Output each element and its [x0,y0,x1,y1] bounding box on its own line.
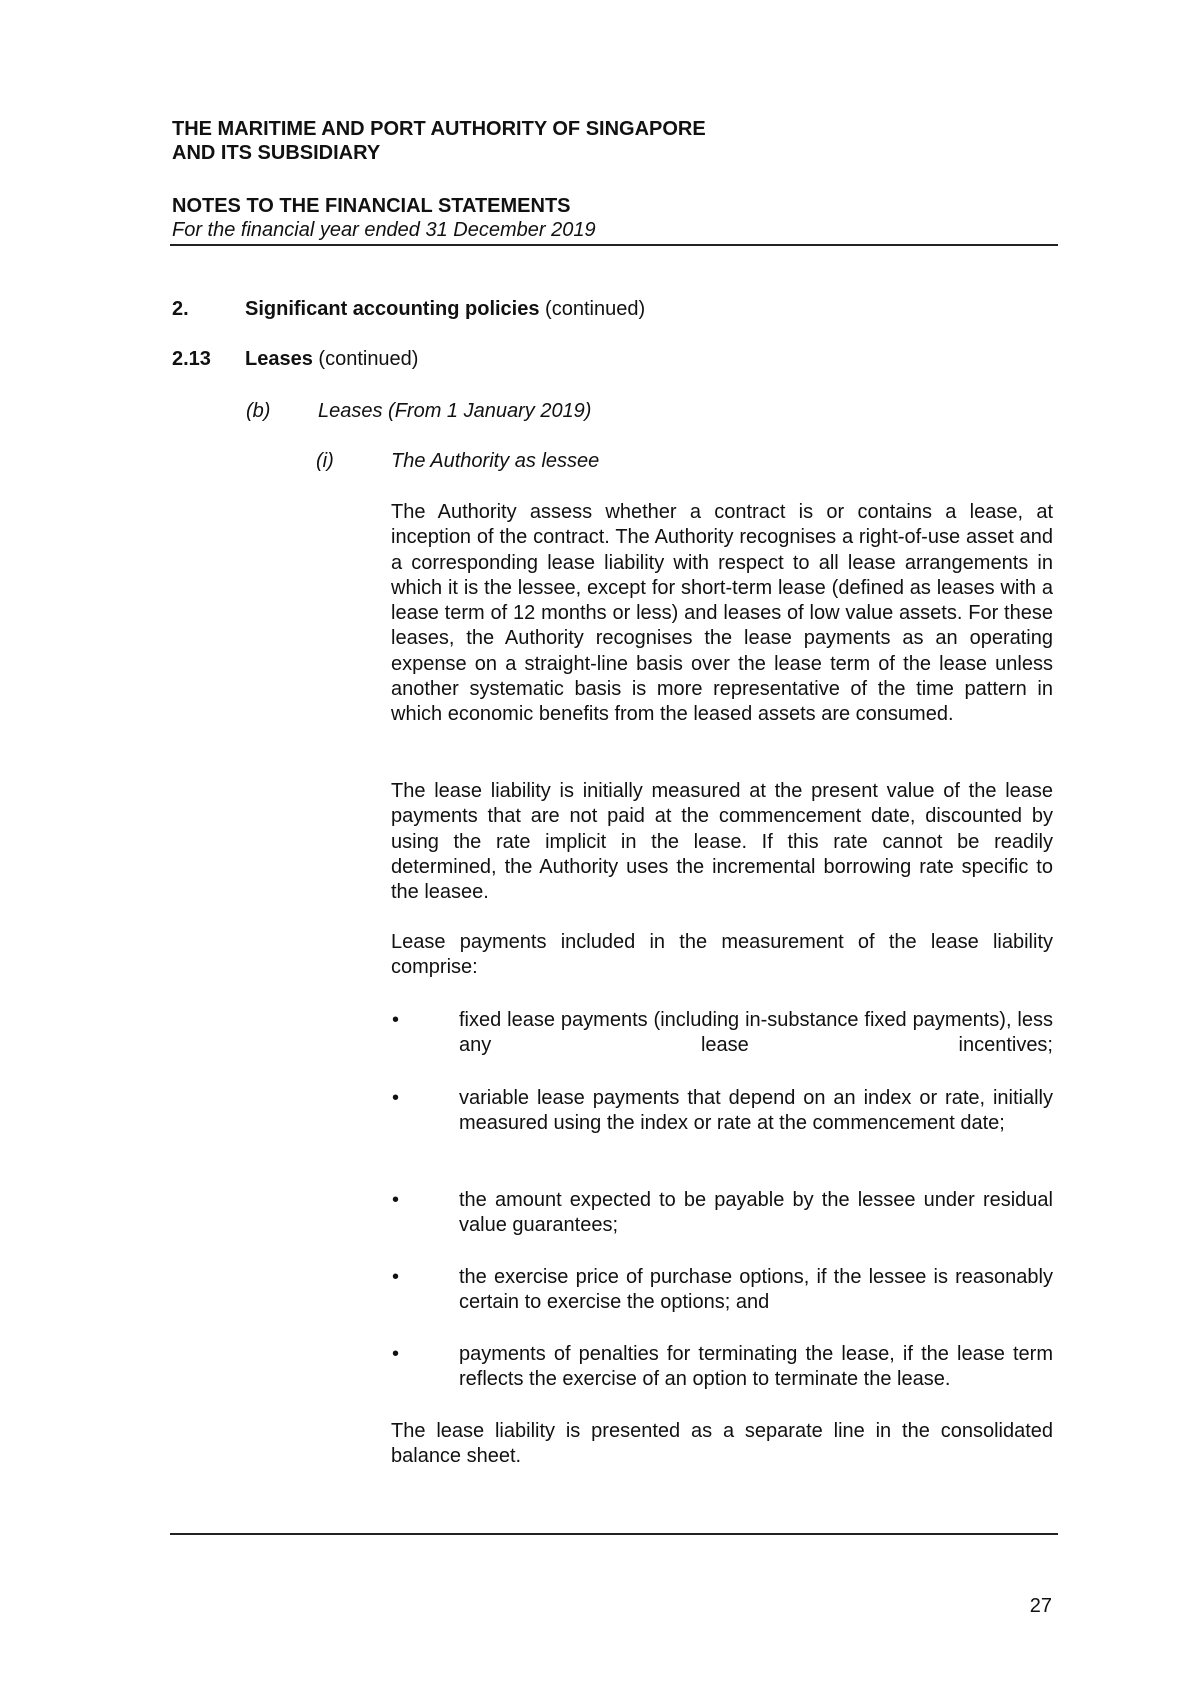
bullet-purchase-options: the exercise price of purchase options, if the lessee is reasonably certain to exercise the options; and [459,1266,1053,1314]
bullet-marker: • [392,1009,400,1031]
page-number: 27 [1029,1595,1052,1617]
bullet-variable-payments: variable lease payments that depend on an index or rate, initially measured using the index or rate at the commencement date; [459,1087,1053,1135]
organization-name-line1: THE MARITIME AND PORT AUTHORITY OF SINGAPORE [172,118,706,140]
bullet-marker: • [392,1087,400,1109]
bullet-marker: • [392,1343,400,1365]
organization-name-line2: AND ITS SUBSIDIARY [172,142,381,164]
item-b-marker: (b) [246,400,271,422]
bullet-termination-penalties: payments of penalties for terminating the lease, if the lease term reflects the exercise of an option to terminate the lease. [459,1343,1053,1391]
subsection-continued: (continued) [318,348,419,370]
footer-divider [170,1533,1058,1535]
paragraph-balance-sheet-presentation: The lease liability is presented as a separate line in the consolidated balance sheet. [391,1420,1053,1468]
section-continued: (continued) [545,298,646,320]
item-b-title: Leases (From 1 January 2019) [318,400,592,422]
paragraph-lease-payments-intro: Lease payments included in the measurement of the lease liability comprise: [391,931,1053,979]
document-subtitle: For the financial year ended 31 December 2019 [172,219,596,241]
paragraph-lease-liability-measurement: The lease liability is initially measured at the present value of the lease payments that are not paid at the commencement date, discounted by using the rate implicit in the lease. If this rate cannot be readily determined, the Authority uses the incremental borrowing rate specific to the leasee. [391,780,1053,904]
bullet-marker: • [392,1266,400,1288]
subsection-number: 2.13 [172,348,211,370]
document-title: NOTES TO THE FINANCIAL STATEMENTS [172,195,571,217]
header-divider [170,244,1058,246]
section-heading [245,297,645,321]
subsection-heading [245,347,418,371]
bullet-marker: • [392,1189,400,1211]
section-number: 2. [172,298,189,320]
bullet-residual-value: the amount expected to be payable by the lessee under residual value guarantees; [459,1189,1053,1237]
item-i-title: The Authority as lessee [391,450,600,472]
bullet-fixed-payments: fixed lease payments (including in-substance fixed payments), less any lease incentives; [459,1009,1053,1057]
item-i-marker: (i) [316,450,334,472]
section-title: Significant accounting policies [245,298,540,320]
paragraph-lease-assessment: The Authority assess whether a contract is or contains a lease, at inception of the contract. The Authority recognises a right-of-use asset and a corresponding lease liability with respect to all lease arrangements in which it is the lessee, except for short-term lease (defined as leases with a lease term of 12 months or less) and leases of low value assets. For these leases, the Authority recognises the lease payments as an operating expense on a straight-line basis over the lease term of the lease unless another systematic basis is more representative of the time pattern in which economic benefits from the leased assets are consumed. [391,501,1053,726]
subsection-title: Leases [245,348,313,370]
